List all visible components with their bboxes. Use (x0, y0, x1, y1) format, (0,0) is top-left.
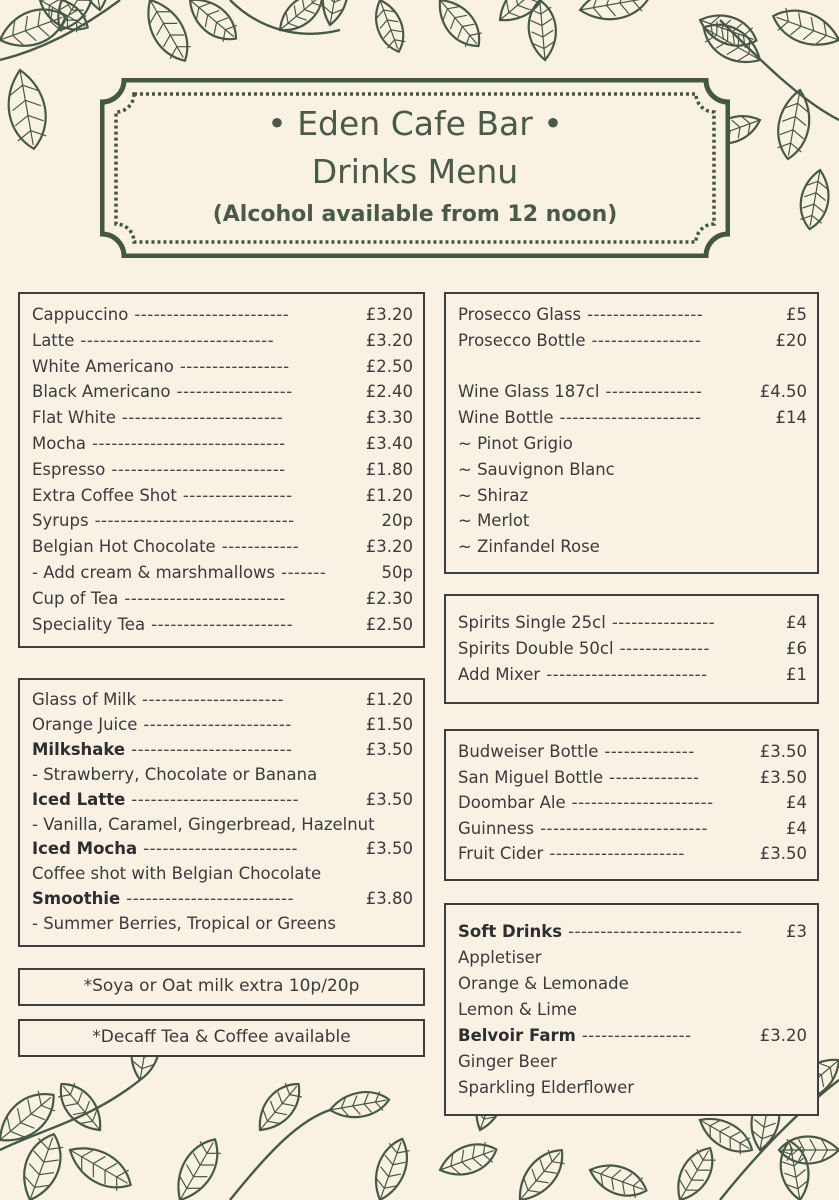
menu-item (446, 405, 817, 431)
leaf-shape (0, 1082, 64, 1152)
dot-leader: ---------------------- (559, 408, 702, 428)
leaf-shape (63, 1137, 139, 1198)
dot-leader: ----------------------- (143, 714, 292, 734)
leaf-stem (230, 1110, 330, 1200)
dot-leader: ----------------- (182, 485, 293, 505)
menu-item (20, 483, 423, 509)
leaf-shape (491, 0, 554, 30)
item-price: 50p (381, 563, 413, 582)
item-description: Orange & Lemonade (458, 974, 629, 993)
item-name: Milkshake (32, 739, 126, 759)
leaf-shape (696, 15, 767, 73)
menu-item (446, 379, 817, 405)
item-description: - Summer Berries, Tropical or Greens (32, 914, 336, 934)
leaf-shape (694, 1110, 758, 1161)
dot-leader: -------------- (609, 767, 700, 787)
item-description: Coffee shot with Belgian Chocolate (32, 864, 322, 884)
item-name: Iced Mocha (32, 839, 138, 859)
leaf-shape (272, 0, 330, 39)
item-price: £1 (786, 664, 807, 684)
menu-item (20, 405, 423, 431)
item-name: Spirits Double 50cl (458, 638, 614, 658)
item-name: Add Mixer (458, 664, 541, 684)
item-price: £2.50 (365, 614, 413, 634)
menu-item (20, 612, 423, 638)
item-price: £5 (786, 305, 807, 324)
item-name: Black Americano (32, 382, 171, 402)
menu-item (20, 379, 423, 405)
menu-item (20, 836, 423, 862)
item-description: Ginger Beer (458, 1052, 557, 1071)
dot-leader: -------------------------- (126, 889, 295, 909)
leaf-shape (668, 1141, 721, 1200)
item-name: Spirits Single 25cl (458, 613, 606, 632)
menu-item (446, 790, 817, 816)
leaf-shape (585, 1157, 651, 1200)
item-name: Guinness (458, 818, 535, 838)
leaf-shape (34, 0, 94, 38)
hot-drinks-section (18, 292, 425, 648)
item-price: £4 (786, 818, 807, 838)
item-description: ~ Pinot Grigio (458, 434, 573, 453)
dot-leader: ------------------------- (546, 664, 708, 684)
menu-item (20, 560, 423, 586)
leaf-shape (430, 0, 489, 55)
item-name: Cup of Tea (32, 588, 119, 608)
leaf-shape (137, 0, 198, 68)
item-price: £1.20 (365, 485, 413, 505)
item-description: ~ Sauvignon Blanc (458, 459, 615, 479)
item-name: Speciality Tea (32, 614, 146, 634)
item-name: Latte (32, 330, 75, 350)
menu-item (20, 712, 423, 738)
item-price: £4 (786, 793, 807, 813)
menu-item (446, 919, 817, 945)
menu-item (446, 302, 817, 328)
dot-leader: ----------------- (581, 1026, 692, 1045)
leaf-shape (318, 0, 352, 27)
item-price: £3.50 (365, 739, 413, 759)
item-price: £20 (775, 330, 807, 350)
menu-item (446, 662, 817, 688)
item-price: £3.30 (365, 408, 413, 428)
item-name: Wine Glass 187cl (458, 382, 600, 402)
leaf-shape (435, 1137, 501, 1183)
menu-item (20, 457, 423, 483)
leaf-shape (0, 1, 71, 56)
cafe-name: • Eden Cafe Bar • (267, 104, 563, 143)
dot-leader: -------------------------- (540, 818, 708, 838)
item-description: - Strawberry, Chocolate or Banana (32, 764, 318, 784)
item-name: Orange Juice (32, 714, 138, 734)
leaf-shape (796, 168, 833, 232)
item-price: 20p (381, 511, 413, 531)
leaf-shape (776, 1139, 813, 1200)
dot-leader: ------------------------------- (94, 511, 295, 531)
dot-leader: ---------------- (611, 613, 716, 632)
item-price: £1.80 (365, 459, 413, 479)
item-price: £1.50 (365, 714, 413, 734)
item-price: £2.40 (365, 382, 413, 402)
dot-leader: ------- (281, 563, 327, 582)
dot-leader: ------------------------- (124, 588, 286, 608)
menu-item (20, 354, 423, 380)
item-description (446, 354, 817, 380)
leaf-shape (773, 87, 815, 161)
item-price: £3.80 (365, 889, 413, 909)
leaf-shape (779, 1137, 839, 1164)
dot-leader: ------------------------- (121, 408, 284, 428)
menu-item (20, 328, 423, 354)
milk-note-box (18, 968, 425, 1006)
leaf-stem (230, 0, 340, 34)
menu-item (20, 508, 423, 534)
item-name: Doombar Ale (458, 793, 566, 813)
leaf-shape (328, 1088, 391, 1122)
dot-leader: ----------------- (179, 356, 290, 376)
menu-item (446, 841, 817, 867)
leaf-stem (0, 1080, 140, 1150)
dot-leader: ------------------------------ (91, 434, 286, 453)
item-description: ~ Zinfandel Rose (458, 537, 600, 557)
item-price: £3.20 (759, 1026, 807, 1045)
item-name: Syrups (32, 511, 89, 531)
menu-item (20, 787, 423, 813)
leaf-shape (167, 1132, 228, 1200)
item-name: San Miguel Bottle (458, 767, 604, 787)
item-price: £3.50 (759, 767, 807, 787)
item-price: £3.50 (365, 789, 413, 809)
menu-item (20, 886, 423, 912)
menu-item (446, 739, 817, 765)
dot-leader: ---------------------- (142, 690, 285, 709)
leaf-shape (51, 1075, 110, 1138)
menu-item (20, 534, 423, 560)
item-name: White Americano (32, 356, 174, 376)
item-name: Prosecco Glass (458, 305, 582, 324)
spirits-section (444, 594, 819, 704)
item-price: £14 (775, 408, 807, 428)
item-name: Belgian Hot Chocolate (32, 537, 216, 557)
leaf-shape (369, 0, 410, 56)
item-price: £3.40 (365, 434, 413, 453)
item-price: £6 (786, 638, 807, 658)
leaf-shape (48, 0, 101, 37)
leaf-stem (720, 20, 839, 120)
menu-item (20, 737, 423, 763)
item-price: £3 (786, 922, 807, 941)
item-name: Iced Latte (32, 789, 126, 809)
leaf-shape (526, 0, 558, 61)
item-description: ~ Merlot (458, 511, 530, 531)
menu-item (446, 610, 817, 636)
menu-item (20, 586, 423, 612)
leaf-shape (14, 1129, 69, 1200)
dot-leader: ----------------- (591, 330, 702, 350)
dot-leader: -------------- (619, 638, 710, 658)
beers-section (444, 729, 819, 881)
item-price: £3.20 (365, 537, 413, 557)
leaf-shape (510, 1142, 572, 1200)
milk-note: *Soya or Oat milk extra 10p/20p (83, 976, 360, 996)
item-price: £4 (786, 613, 807, 632)
dot-leader: -------------------------- (131, 789, 300, 809)
menu-title: Drinks Menu (311, 152, 519, 191)
item-name: Glass of Milk (32, 690, 137, 709)
item-name: Mocha (32, 434, 86, 453)
wine-section (444, 292, 819, 574)
item-name: Smoothie (32, 889, 121, 909)
dot-leader: ------------------------------ (80, 330, 275, 350)
item-price: £1.20 (365, 690, 413, 709)
dot-leader: ------------------ (176, 382, 293, 402)
title-frame (100, 78, 730, 258)
item-price: £2.50 (365, 356, 413, 376)
alcohol-note: (Alcohol available from 12 noon) (212, 202, 618, 227)
leaf-stem (0, 0, 120, 60)
item-price: £3.50 (365, 839, 413, 859)
item-name: Espresso (32, 459, 106, 479)
leaf-shape (577, 0, 651, 25)
item-price: £2.30 (365, 588, 413, 608)
item-description: Appletiser (458, 948, 542, 967)
item-description: Lemon & Lime (458, 1000, 578, 1019)
item-name: Extra Coffee Shot (32, 485, 177, 505)
item-price: £3.20 (365, 305, 413, 324)
menu-item (446, 328, 817, 354)
item-price: £4.50 (759, 382, 807, 402)
item-description: - Vanilla, Caramel, Gingerbread, Hazelnut (32, 814, 375, 834)
menu-item (446, 1023, 817, 1049)
leaf-shape (695, 7, 761, 53)
item-name: Budweiser Bottle (458, 742, 599, 761)
item-price: £3.50 (759, 844, 807, 864)
item-description: Sparkling Elderflower (458, 1078, 635, 1097)
decaf-note-box (18, 1019, 425, 1057)
dot-leader: --------------------------- (111, 459, 286, 479)
leaf-shape (367, 1134, 415, 1200)
dot-leader: ------------------ (587, 305, 704, 324)
dot-leader: --------------------------- (568, 922, 743, 941)
dot-leader: ------------------------ (134, 305, 290, 324)
leaf-shape (181, 0, 244, 49)
item-name: Fruit Cider (458, 844, 544, 864)
item-name: Cappuccino (32, 305, 129, 324)
leaf-shape (768, 2, 839, 54)
cold-drinks-section (18, 678, 425, 947)
menu-item (20, 302, 423, 328)
menu-item (446, 816, 817, 842)
dot-leader: ---------------------- (151, 614, 294, 634)
dot-leader: -------------- (604, 742, 695, 761)
leaf-shape (250, 1075, 309, 1138)
decaf-note: *Decaff Tea & Coffee available (92, 1027, 351, 1047)
item-name: - Add cream & marshmallows (32, 563, 276, 582)
dot-leader: --------------- (605, 382, 703, 402)
leaf-shape (2, 67, 51, 152)
menu-item (446, 636, 817, 662)
dot-leader: ------------ (221, 537, 300, 557)
item-name: Wine Bottle (458, 408, 554, 428)
item-price: £3.50 (759, 742, 807, 761)
item-price: £3.20 (365, 330, 413, 350)
item-name: Prosecco Bottle (458, 330, 586, 350)
dot-leader: ------------------------ (143, 839, 298, 859)
menu-item (446, 765, 817, 791)
dot-leader: --------------------- (549, 844, 685, 864)
leaf-shape (76, 0, 113, 12)
item-description: ~ Shiraz (458, 485, 529, 505)
item-name: Belvoir Farm (458, 1026, 576, 1045)
item-name: Soft Drinks (458, 922, 563, 941)
dot-leader: ------------------------- (131, 739, 293, 759)
soft-drinks-section (444, 903, 819, 1116)
item-name: Flat White (32, 408, 116, 428)
menu-item (20, 431, 423, 457)
dot-leader: ---------------------- (571, 793, 714, 813)
menu-item (20, 687, 423, 713)
